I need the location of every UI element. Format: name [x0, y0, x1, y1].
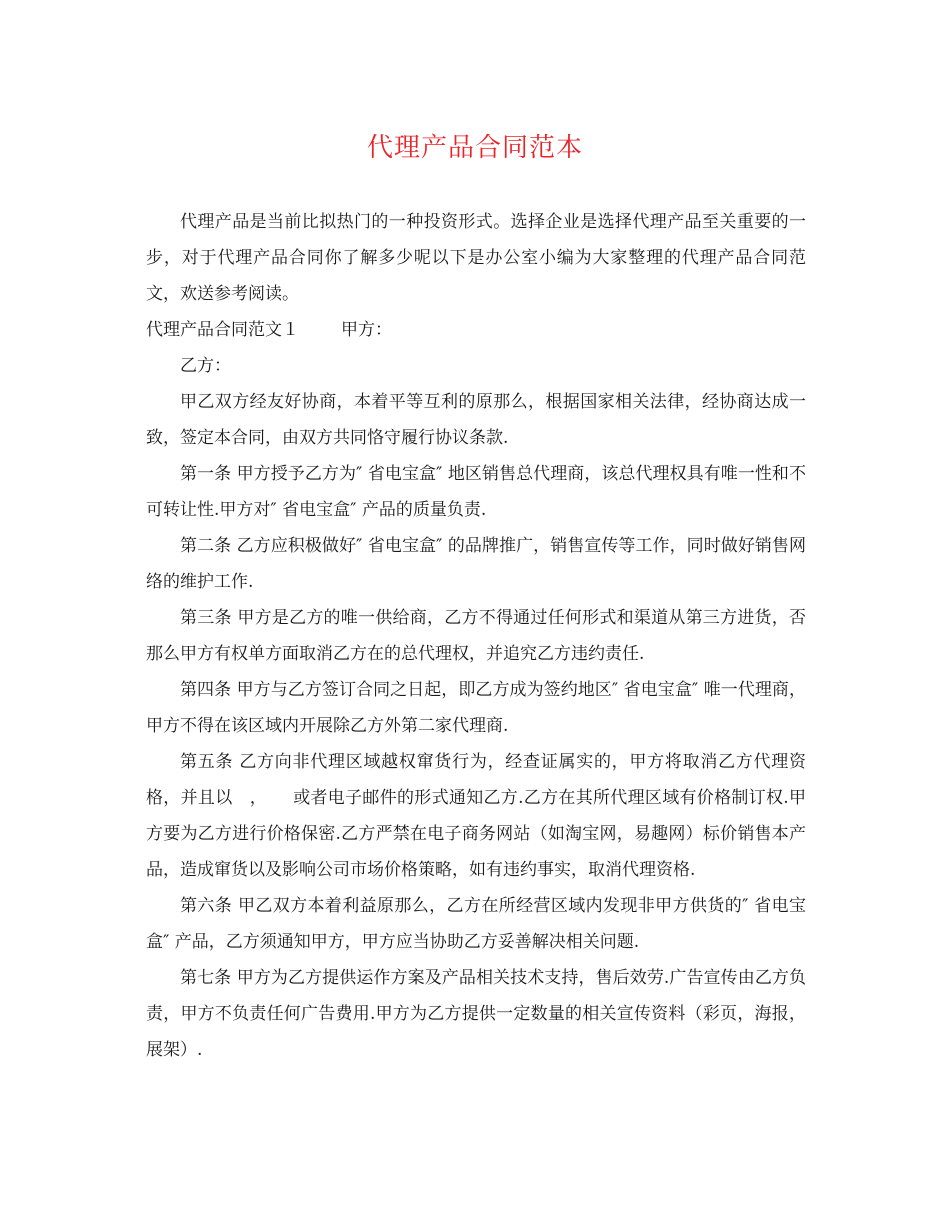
- intro-paragraph: 代理产品是当前比拟热门的一种投资形式。选择企业是选择代理产品至关重要的一步，对于代理产品合同你了解多少呢以下是办公室小编为大家整理的代理产品合同范文，欢送参考阅读。: [146, 212, 806, 304]
- article-paragraph: 第四条 甲方与乙方签订合同之日起，即乙方成为签约地区″ 省电宝盒″ 唯一代理商，甲方不得在该区域内开展除乙方外第二家代理商.: [146, 680, 806, 736]
- preamble-paragraph: 甲乙双方经友好协商，本着平等互利的原那么，根据国家相关法律，经协商达成一致，签定本合同，由双方共同恪守履行协议条款.: [146, 392, 806, 448]
- article-paragraph: 第三条 甲方是乙方的唯一供给商，乙方不得通过任何形式和渠道从第三方进货，否那么甲方有权单方面取消乙方在的总代理权，并追究乙方违约责任.: [146, 608, 806, 664]
- party-b-label: 乙方：: [180, 356, 231, 376]
- article-paragraph: 第五条 乙方向非代理区域越权窜货行为，经查证属实的，甲方将取消乙方代理资格，并且以 ， 或者电子邮件的形式通知乙方.乙方在其所代理区域有价格制订权.甲方要为乙方进行价格保密.乙方严禁在电子商务网站（如淘宝网，易趣网）标价销售本产品，造成窜货以及影响公司市场价格策略，如有违约事实，取消代理资格.: [146, 752, 806, 880]
- sample-heading: 代理产品合同范文１: [146, 320, 299, 340]
- document-title: 代理产品合同范本: [366, 133, 583, 163]
- article-paragraph: 第一条 甲方授予乙方为″ 省电宝盒″ 地区销售总代理商，该总代理权具有唯一性和不可转让性.甲方对″ 省电宝盒″ 产品的质量负责.: [146, 464, 806, 520]
- article-paragraph: 第二条 乙方应积极做好″ 省电宝盒″ 的品牌推广，销售宣传等工作，同时做好销售网络的维护工作.: [146, 536, 806, 592]
- article-paragraph: 第七条 甲方为乙方提供运作方案及产品相关技术支持，售后效劳.广告宣传由乙方负责，甲方不负责任何广告费用.甲方为乙方提供一定数量的相关宣传资料（彩页，海报，展架）.: [146, 968, 806, 1060]
- party-a-label: 甲方：: [341, 320, 392, 340]
- document-body: [146, 204, 806, 1068]
- article-paragraph: 第六条 甲乙双方本着利益原那么，乙方在所经营区域内发现非甲方供货的″ 省电宝盒″ 产品，乙方须通知甲方，甲方应当协助乙方妥善解决相关问题.: [146, 896, 806, 952]
- sample-heading-line: [146, 312, 806, 348]
